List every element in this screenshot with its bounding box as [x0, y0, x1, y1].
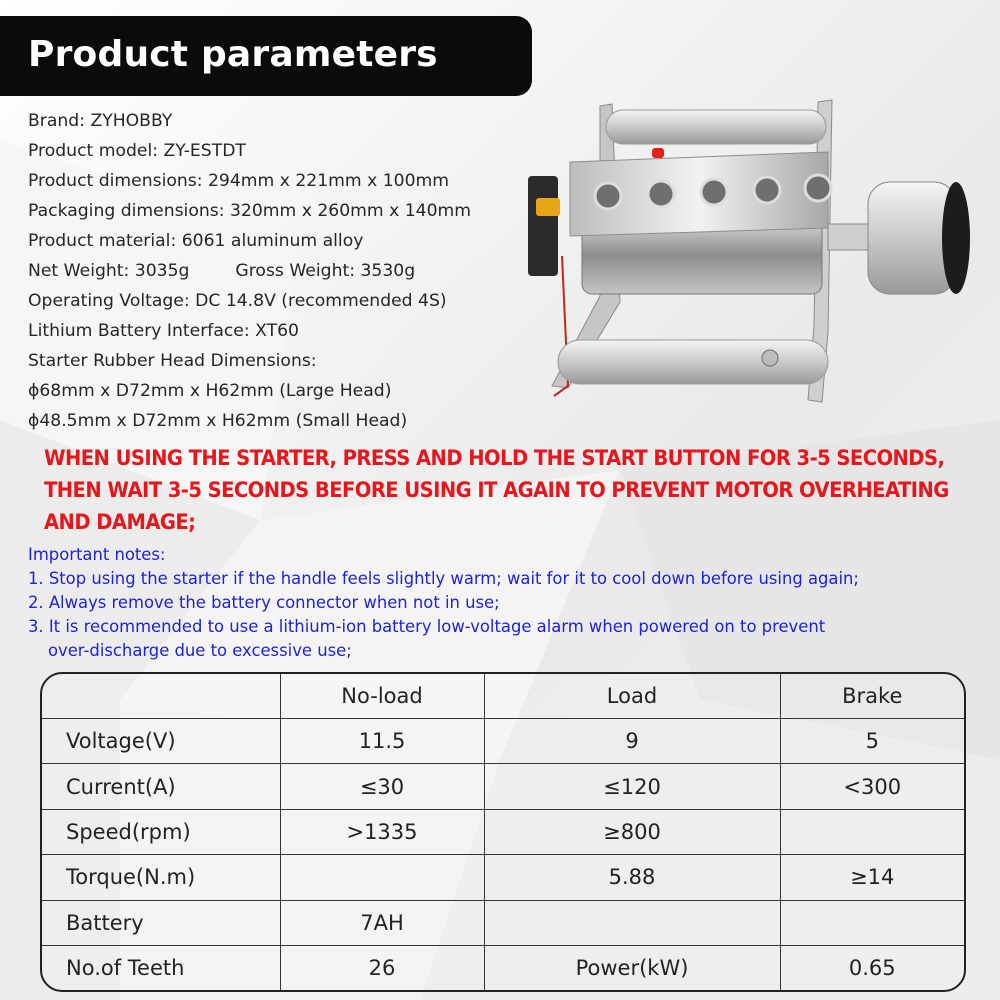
note-item-2: 2. Always remove the battery connector when not in use; — [28, 593, 500, 612]
table-cell: >1335 — [280, 809, 484, 854]
table-cell: 5 — [780, 718, 964, 763]
table-row — [42, 809, 964, 854]
table-cell: 9 — [484, 718, 780, 763]
table-cell: Battery — [42, 900, 280, 945]
table-cell: ≤120 — [484, 764, 780, 809]
usage-warning — [44, 442, 949, 538]
title-banner — [0, 16, 532, 96]
page-title: Product parameters — [28, 34, 438, 75]
note-item-3: 3. It is recommended to use a lithium-ion battery low-voltage alarm when powered on to prevent — [28, 617, 826, 636]
warning-line-2: THEN WAIT 3-5 SECONDS BEFORE USING IT AGAIN TO PREVENT MOTOR OVERHEATING — [44, 478, 949, 502]
table-row — [42, 900, 964, 945]
param-packaging: Packaging dimensions: 320mm x 260mm x 140mm — [28, 201, 472, 221]
table-cell — [780, 900, 964, 945]
table-row — [42, 764, 964, 809]
param-net-weight: Net Weight: 3035g — [28, 261, 190, 281]
table-header-cell: No-load — [280, 674, 484, 718]
param-gross-weight: Gross Weight: 3530g — [235, 261, 416, 281]
note-item-3-continued: over-discharge due to excessive use; — [48, 641, 352, 660]
warning-line-1: WHEN USING THE STARTER, PRESS AND HOLD THE START BUTTON FOR 3-5 SECONDS, — [44, 446, 945, 470]
table-row — [42, 945, 964, 990]
param-small-head: ϕ48.5mm x D72mm x H62mm (Small Head) — [28, 411, 408, 431]
table-cell: ≤30 — [280, 764, 484, 809]
table-cell: ≥14 — [780, 855, 964, 900]
param-large-head: ϕ68mm x D72mm x H62mm (Large Head) — [28, 381, 392, 401]
starter-product-image — [522, 96, 982, 416]
table-cell: No.of Teeth — [42, 945, 280, 990]
param-interface: Lithium Battery Interface: XT60 — [28, 321, 299, 341]
note-item-1: 1. Stop using the starter if the handle feels slightly warm; wait for it to cool down before using again; — [28, 569, 859, 588]
table-cell: 0.65 — [780, 945, 964, 990]
table-cell — [484, 900, 780, 945]
param-material: Product material: 6061 aluminum alloy — [28, 231, 364, 251]
notes-heading: Important notes: — [28, 545, 166, 564]
important-notes — [28, 543, 859, 663]
table-header-cell — [42, 674, 280, 718]
table-row — [42, 718, 964, 763]
param-weights — [28, 256, 471, 286]
param-model: Product model: ZY-ESTDT — [28, 141, 246, 161]
performance-table — [40, 672, 966, 992]
parameter-list — [28, 106, 471, 436]
table-cell — [780, 809, 964, 854]
table-cell: ≥800 — [484, 809, 780, 854]
table-header-cell: Load — [484, 674, 780, 718]
table-cell: 5.88 — [484, 855, 780, 900]
param-rubber-head: Starter Rubber Head Dimensions: — [28, 351, 317, 371]
param-dimensions: Product dimensions: 294mm x 221mm x 100mm — [28, 171, 450, 191]
table-cell: Power(kW) — [484, 945, 780, 990]
table-cell: <300 — [780, 764, 964, 809]
table-cell: Voltage(V) — [42, 718, 280, 763]
param-brand: Brand: ZYHOBBY — [28, 111, 173, 131]
table-header-row — [42, 674, 964, 718]
warning-line-3: AND DAMAGE; — [44, 510, 196, 534]
table-cell — [280, 855, 484, 900]
table-cell: Current(A) — [42, 764, 280, 809]
table-cell: 26 — [280, 945, 484, 990]
table-row — [42, 855, 964, 900]
table-cell: 7AH — [280, 900, 484, 945]
table-cell: Torque(N.m) — [42, 855, 280, 900]
table-header-cell: Brake — [780, 674, 964, 718]
table-cell: 11.5 — [280, 718, 484, 763]
table-cell: Speed(rpm) — [42, 809, 280, 854]
param-voltage: Operating Voltage: DC 14.8V (recommended 4S) — [28, 291, 447, 311]
